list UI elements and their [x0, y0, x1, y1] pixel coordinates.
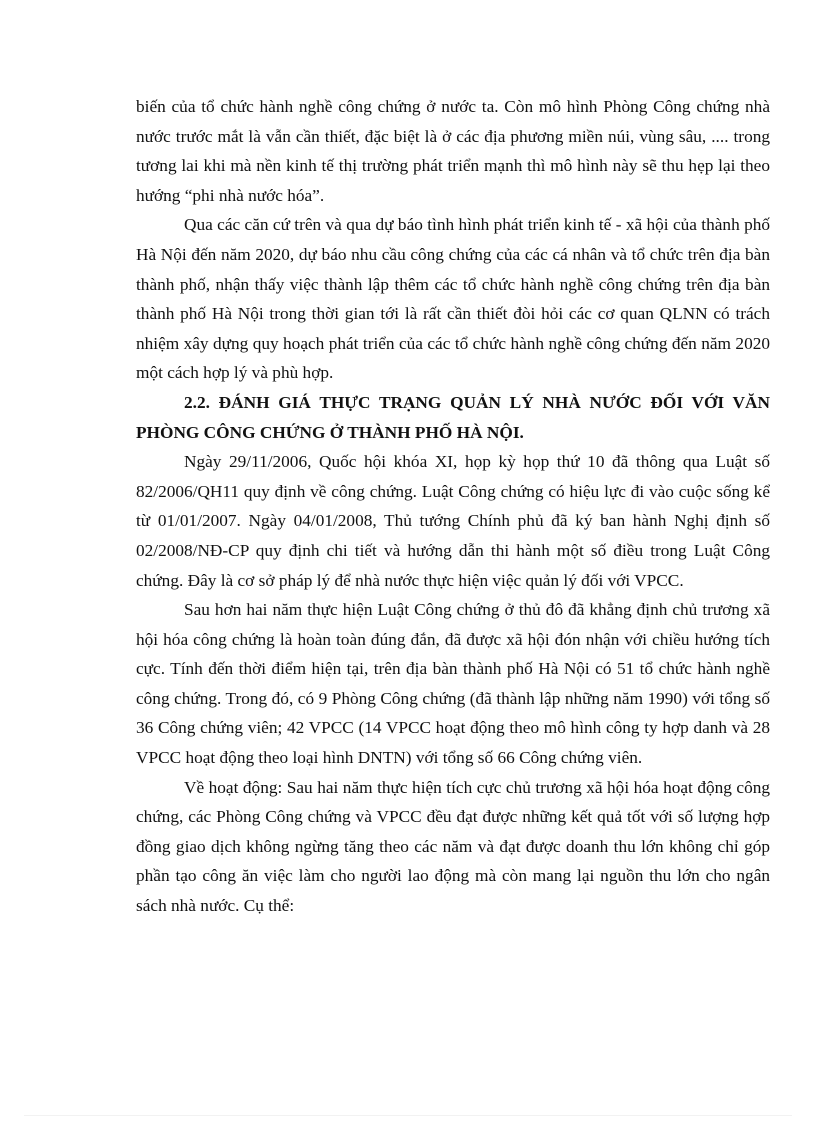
page-body — [136, 92, 770, 921]
paragraph-continuation: biến của tổ chức hành nghề công chứng ở nước ta. Còn mô hình Phòng Công chứng nhà nước trước mắt là vẫn cần thiết, đặc biệt là ở các địa phương miền núi, vùng sâu, .... trong tương lai khi mà nền kinh tế thị trường phát triển mạnh thì mô hình này sẽ thu hẹp lại theo hướng “phi nhà nước hóa”. — [136, 97, 770, 205]
page-bottom-divider — [24, 1115, 792, 1116]
paragraph-activities: Về hoạt động: Sau hai năm thực hiện tích cực chủ trương xã hội hóa hoạt động công chứng, các Phòng Công chứng và VPCC đều đạt được những kết quả tốt với số lượng hợp đồng giao dịch không ngừng tăng theo các năm và đạt được doanh thu lớn không chỉ góp phần tạo công ăn việc làm cho người lao động mà còn mang lại nguồn thu lớn cho ngân sách nhà nước. Cụ thể: — [136, 777, 770, 916]
paragraph-current-status: Sau hơn hai năm thực hiện Luật Công chứng ở thủ đô đã khẳng định chủ trương xã hội hóa công chứng là hoàn toàn đúng đắn, đã được xã hội đón nhận với chiều hướng tích cực. Tính đến thời điểm hiện tại, trên địa bàn thành phố Hà Nội có 51 tổ chức hành nghề công chứng. Trong đó, có 9 Phòng Công chứng (đã thành lập những năm 1990) với tổng số 36 Công chứng viên; 42 VPCC (14 VPCC hoạt động theo mô hình công ty hợp danh và 28 VPCC hoạt động theo loại hình DNTN) với tổng số 66 Công chứng viên. — [136, 600, 770, 768]
section-heading: 2.2. ĐÁNH GIÁ THỰC TRẠNG QUẢN LÝ NHÀ NƯỚC ĐỐI VỚI VĂN PHÒNG CÔNG CHỨNG Ở THÀNH PHỐ HÀ NỘI. — [136, 392, 770, 442]
paragraph-forecast: Qua các căn cứ trên và qua dự báo tình hình phát triển kinh tế - xã hội của thành phố Hà Nội đến năm 2020, dự báo nhu cầu công chứng của các cá nhân và tổ chức trên địa bàn thành phố, nhận thấy việc thành lập thêm các tổ chức hành nghề công chứng trên địa bàn thành phố Hà Nội trong thời gian tới là rất cần thiết đòi hỏi các cơ quan QLNN có trách nhiệm xây dựng quy hoạch phát triển của các tổ chức hành nghề công chứng đến năm 2020 một cách hợp lý và phù hợp. — [136, 215, 770, 383]
paragraph-legal-basis: Ngày 29/11/2006, Quốc hội khóa XI, họp kỳ họp thứ 10 đã thông qua Luật số 82/2006/QH11 quy định về công chứng. Luật Công chứng có hiệu lực đi vào cuộc sống kể từ 01/01/2007. Ngày 04/01/2008, Thủ tướng Chính phủ đã ký ban hành Nghị định số 02/2008/NĐ-CP quy định chi tiết và hướng dẫn thi hành một số điều trong Luật Công chứng. Đây là cơ sở pháp lý để nhà nước thực hiện việc quản lý đối với VPCC. — [136, 452, 770, 590]
